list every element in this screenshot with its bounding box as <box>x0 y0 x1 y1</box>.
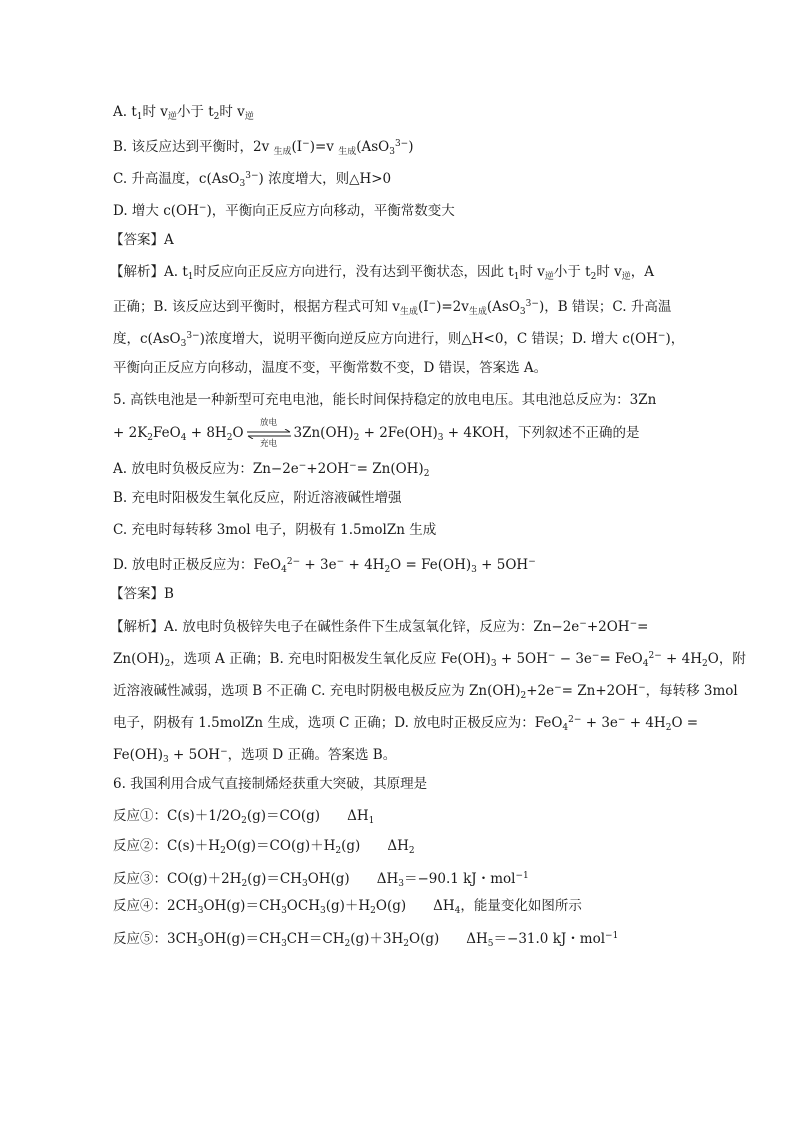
q5-option-c: C. 充电时每转移 3mol 电子，阴极有 1.5molZn 生成 <box>113 522 437 538</box>
q5-option-d: D. 放电时正极反应为：$FeO_4^{2-} + 3e^- + 4H_2O = Fe(OH)_3 + 5OH^-$ <box>113 557 536 575</box>
q6-stem: 6. 我国利用合成气直接制烯烃获重大突破，其原理是 <box>113 776 428 792</box>
q5-stem-line1: 5. 高铁电池是一种新型可充电电池，能长时间保持稳定的放电电压。其电池总反应为：3Zn <box>113 392 657 408</box>
q6-reaction-2: 反应②：$C(s)+H_2O(g)=CO(g)+H_2(g)$ $\Delta H_2$ <box>113 838 415 856</box>
q5-answer: 【答案】B <box>110 586 174 602</box>
q6-reaction-5: 反应⑤：$3CH_3OH(g)=CH_3CH=CH_2(g)+3H_2O(g)$ $\Delta H_5=-31.0$ kJ・mol$^{-1}$ <box>113 931 619 949</box>
q5-stem-line2: + $2K_2FeO_4 + 8H_2O$ 放电 充电 $3Zn(OH)_2 + 2Fe(OH)_3 + 4KOH$，下列叙述不正确的是 <box>113 417 640 449</box>
q5-option-a: A. 放电时负极反应为：$Zn-2e^-+2OH^-= Zn(OH)_2$ <box>113 461 430 479</box>
q5-analysis-line3: 近溶液碱性减弱，选项 B 不正确 C. 充电时阴极电极反应为 $Zn(OH)_2+2e^-= Zn+2OH^-$，每转移 3mol <box>113 683 738 701</box>
q4-option-c: C. 升高温度，c(AsO$_3^{3-}$) 浓度增大，则△H>0 <box>113 171 392 189</box>
reversible-arrow-icon: 放电 充电 <box>246 419 292 449</box>
q6-reaction-1: 反应①：$C(s)+1/2O_2(g)=CO(g)$ $\Delta H_1$ <box>113 808 375 826</box>
q4-answer: 【答案】A <box>110 232 174 248</box>
q6-reaction-4: 反应④：$2CH_3OH(g)=CH_3OCH_3(g)+H_2O(g)$ $\Delta H_4$，能量变化如图所示 <box>113 898 582 916</box>
q4-analysis-line3: 度，c(AsO$_3^{3-}$)浓度增大，说明平衡向逆反应方向进行，则△H<0，C 错误；D. 增大 c(OH−)， <box>113 331 685 349</box>
q4-analysis-line4: 平衡向正反应方向移动，温度不变，平衡常数不变，D 错误，答案选 A。 <box>113 360 548 376</box>
q4-option-d: D. 增大 c(OH−)，平衡向正反应方向移动，平衡常数变大 <box>113 203 455 219</box>
q4-option-b: B. 该反应达到平衡时，2v $_{生成}$(I−)=v $_{生成}$(AsO$_3^{3-}$) <box>113 139 414 157</box>
q6-reaction-3: 反应③：$CO(g)+2H_2(g)=CH_3OH(g)$ $\Delta H_3=-90.1$ kJ・mol$^{-1}$ <box>113 871 529 889</box>
q5-analysis-line1: 【解析】A. 放电时负极锌失电子在碱性条件下生成氢氧化锌，反应为：Zn−2e−+2OH−= <box>110 619 649 635</box>
q5-analysis-line4: 电子，阴极有 1.5molZn 生成，选项 C 正确；D. 放电时正极反应为：$FeO_4^{2-} + 3e^- + 4H_2O$ = <box>113 715 699 733</box>
q4-analysis-line2: 正确；B. 该反应达到平衡时，根据方程式可知 $v_{生成}(I^-)=2v_{生成}(AsO_3^{3-})$，B 错误；C. 升高温 <box>113 299 672 317</box>
q5-option-b: B. 充电时阳极发生氧化反应，附近溶液碱性增强 <box>113 490 402 506</box>
q5-analysis-line5: $Fe(OH)_3 + 5OH^-$，选项 D 正确。答案选 B。 <box>113 747 397 765</box>
q4-analysis-line1: 【解析】A. $t_1$时反应向正反应方向进行，没有达到平衡状态，因此 $t_1$时 $v_逆$小于 $t_2$时 $v_逆$，A <box>110 264 655 282</box>
q4-option-a: A. $t_1$时 $v_逆$小于 $t_2$时 $v_逆$ <box>113 104 254 122</box>
q5-analysis-line2: $Zn(OH)_2$，选项 A 正确；B. 充电时阳极发生氧化反应 $Fe(OH)_3 + 5OH^- - 3e^-= FeO_4^{2-} + 4H_2O$，附 <box>113 651 746 669</box>
